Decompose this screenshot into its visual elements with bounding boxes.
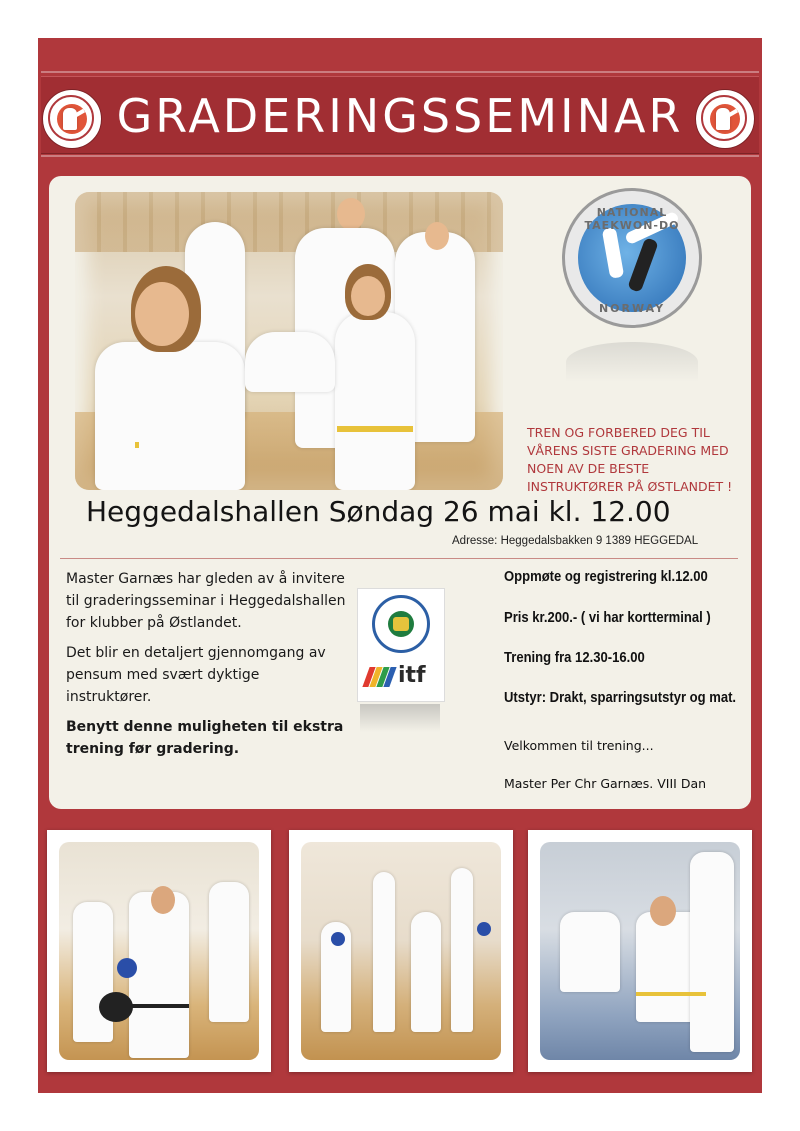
main-photo (75, 192, 503, 490)
photo-image (301, 842, 501, 1060)
photo-pad (99, 992, 133, 1022)
divider (60, 558, 738, 559)
badge-reflection (566, 342, 698, 382)
header-line-top (41, 71, 759, 73)
photo-belt (337, 426, 413, 432)
photo-belt (135, 442, 139, 448)
photo-head (351, 276, 385, 316)
photo-image (540, 842, 740, 1060)
ntf-norway-badge (562, 188, 704, 330)
photo-arm (245, 332, 335, 392)
logo-figure (716, 108, 730, 130)
photo-person (373, 872, 395, 1032)
photo-head (650, 896, 676, 926)
tagline-line: INSTRUKTØRER PÅ ØSTLANDET ! (527, 479, 733, 494)
detail-training: Trening fra 12.30-16.00 (504, 650, 645, 666)
photo-person (335, 312, 415, 490)
signature: Master Per Chr Garnæs. VIII Dan (504, 776, 707, 791)
photo-person (129, 892, 189, 1058)
itf-emblem-fist (393, 617, 409, 631)
photo-person (690, 852, 734, 1052)
photo-person (95, 342, 245, 490)
itf-reflection (360, 704, 440, 732)
photo-card-kicking (289, 830, 513, 1072)
detail-meeting: Oppmøte og registrering kl.12.00 (504, 569, 708, 585)
detail-equipment: Utstyr: Drakt, sparringsutstyr og mat. (504, 690, 737, 706)
photo-head (151, 886, 175, 914)
club-logo-left (43, 90, 101, 148)
intro-callout: Benytt denne muligheten til ekstra trening før gradering. (66, 719, 344, 757)
photo-glove (117, 958, 137, 978)
club-logo-right (696, 90, 754, 148)
photo-person (73, 902, 113, 1042)
itf-color-bars (366, 667, 396, 687)
photo-belt (129, 1004, 189, 1008)
badge-top-text: NATIONAL TAEKWON-DO (584, 206, 680, 232)
photo-person (451, 868, 473, 1032)
photo-person (411, 912, 441, 1032)
photo-card-sparring (47, 830, 271, 1072)
address: Adresse: Heggedalsbakken 9 1389 HEGGEDAL (452, 535, 699, 547)
itf-logo (357, 588, 445, 702)
photo-belt (636, 992, 706, 996)
photo-head (425, 222, 449, 250)
tagline-line: VÅRENS SISTE GRADERING MED (527, 443, 729, 458)
photo-head (337, 198, 365, 230)
venue-heading: Heggedalshallen Søndag 26 mai kl. 12.00 (86, 495, 671, 528)
intro-paragraph: Det blir en detaljert gjennomgang av pensum med svært dyktige instruktører. (66, 645, 326, 705)
photo-head (135, 282, 189, 346)
photo-glove (331, 932, 345, 946)
photo-image (59, 842, 259, 1060)
tagline-line: NOEN AV DE BESTE (527, 461, 650, 476)
logo-figure (63, 108, 77, 130)
photo-person (560, 912, 620, 992)
page-title: GRADERINGSSEMINAR (116, 89, 684, 143)
itf-wordmark: itf (398, 663, 426, 688)
photo-card-stretching (528, 830, 752, 1072)
photo-person (209, 882, 249, 1022)
welcome-text: Velkommen til trening... (504, 738, 654, 753)
tagline-line: TREN OG FORBERED DEG TIL (527, 425, 710, 440)
intro-text (66, 568, 346, 768)
detail-price: Pris kr.200.- ( vi har kortterminal ) (504, 610, 711, 626)
badge-bottom-text: NORWAY (598, 302, 666, 315)
header-line-bottom (41, 155, 759, 157)
tagline (527, 424, 752, 496)
photo-glove (477, 922, 491, 936)
intro-paragraph: Master Garnæs har gleden av å invitere til graderingsseminar i Heggedalshallen for klubber på Østlandet. (66, 571, 346, 631)
